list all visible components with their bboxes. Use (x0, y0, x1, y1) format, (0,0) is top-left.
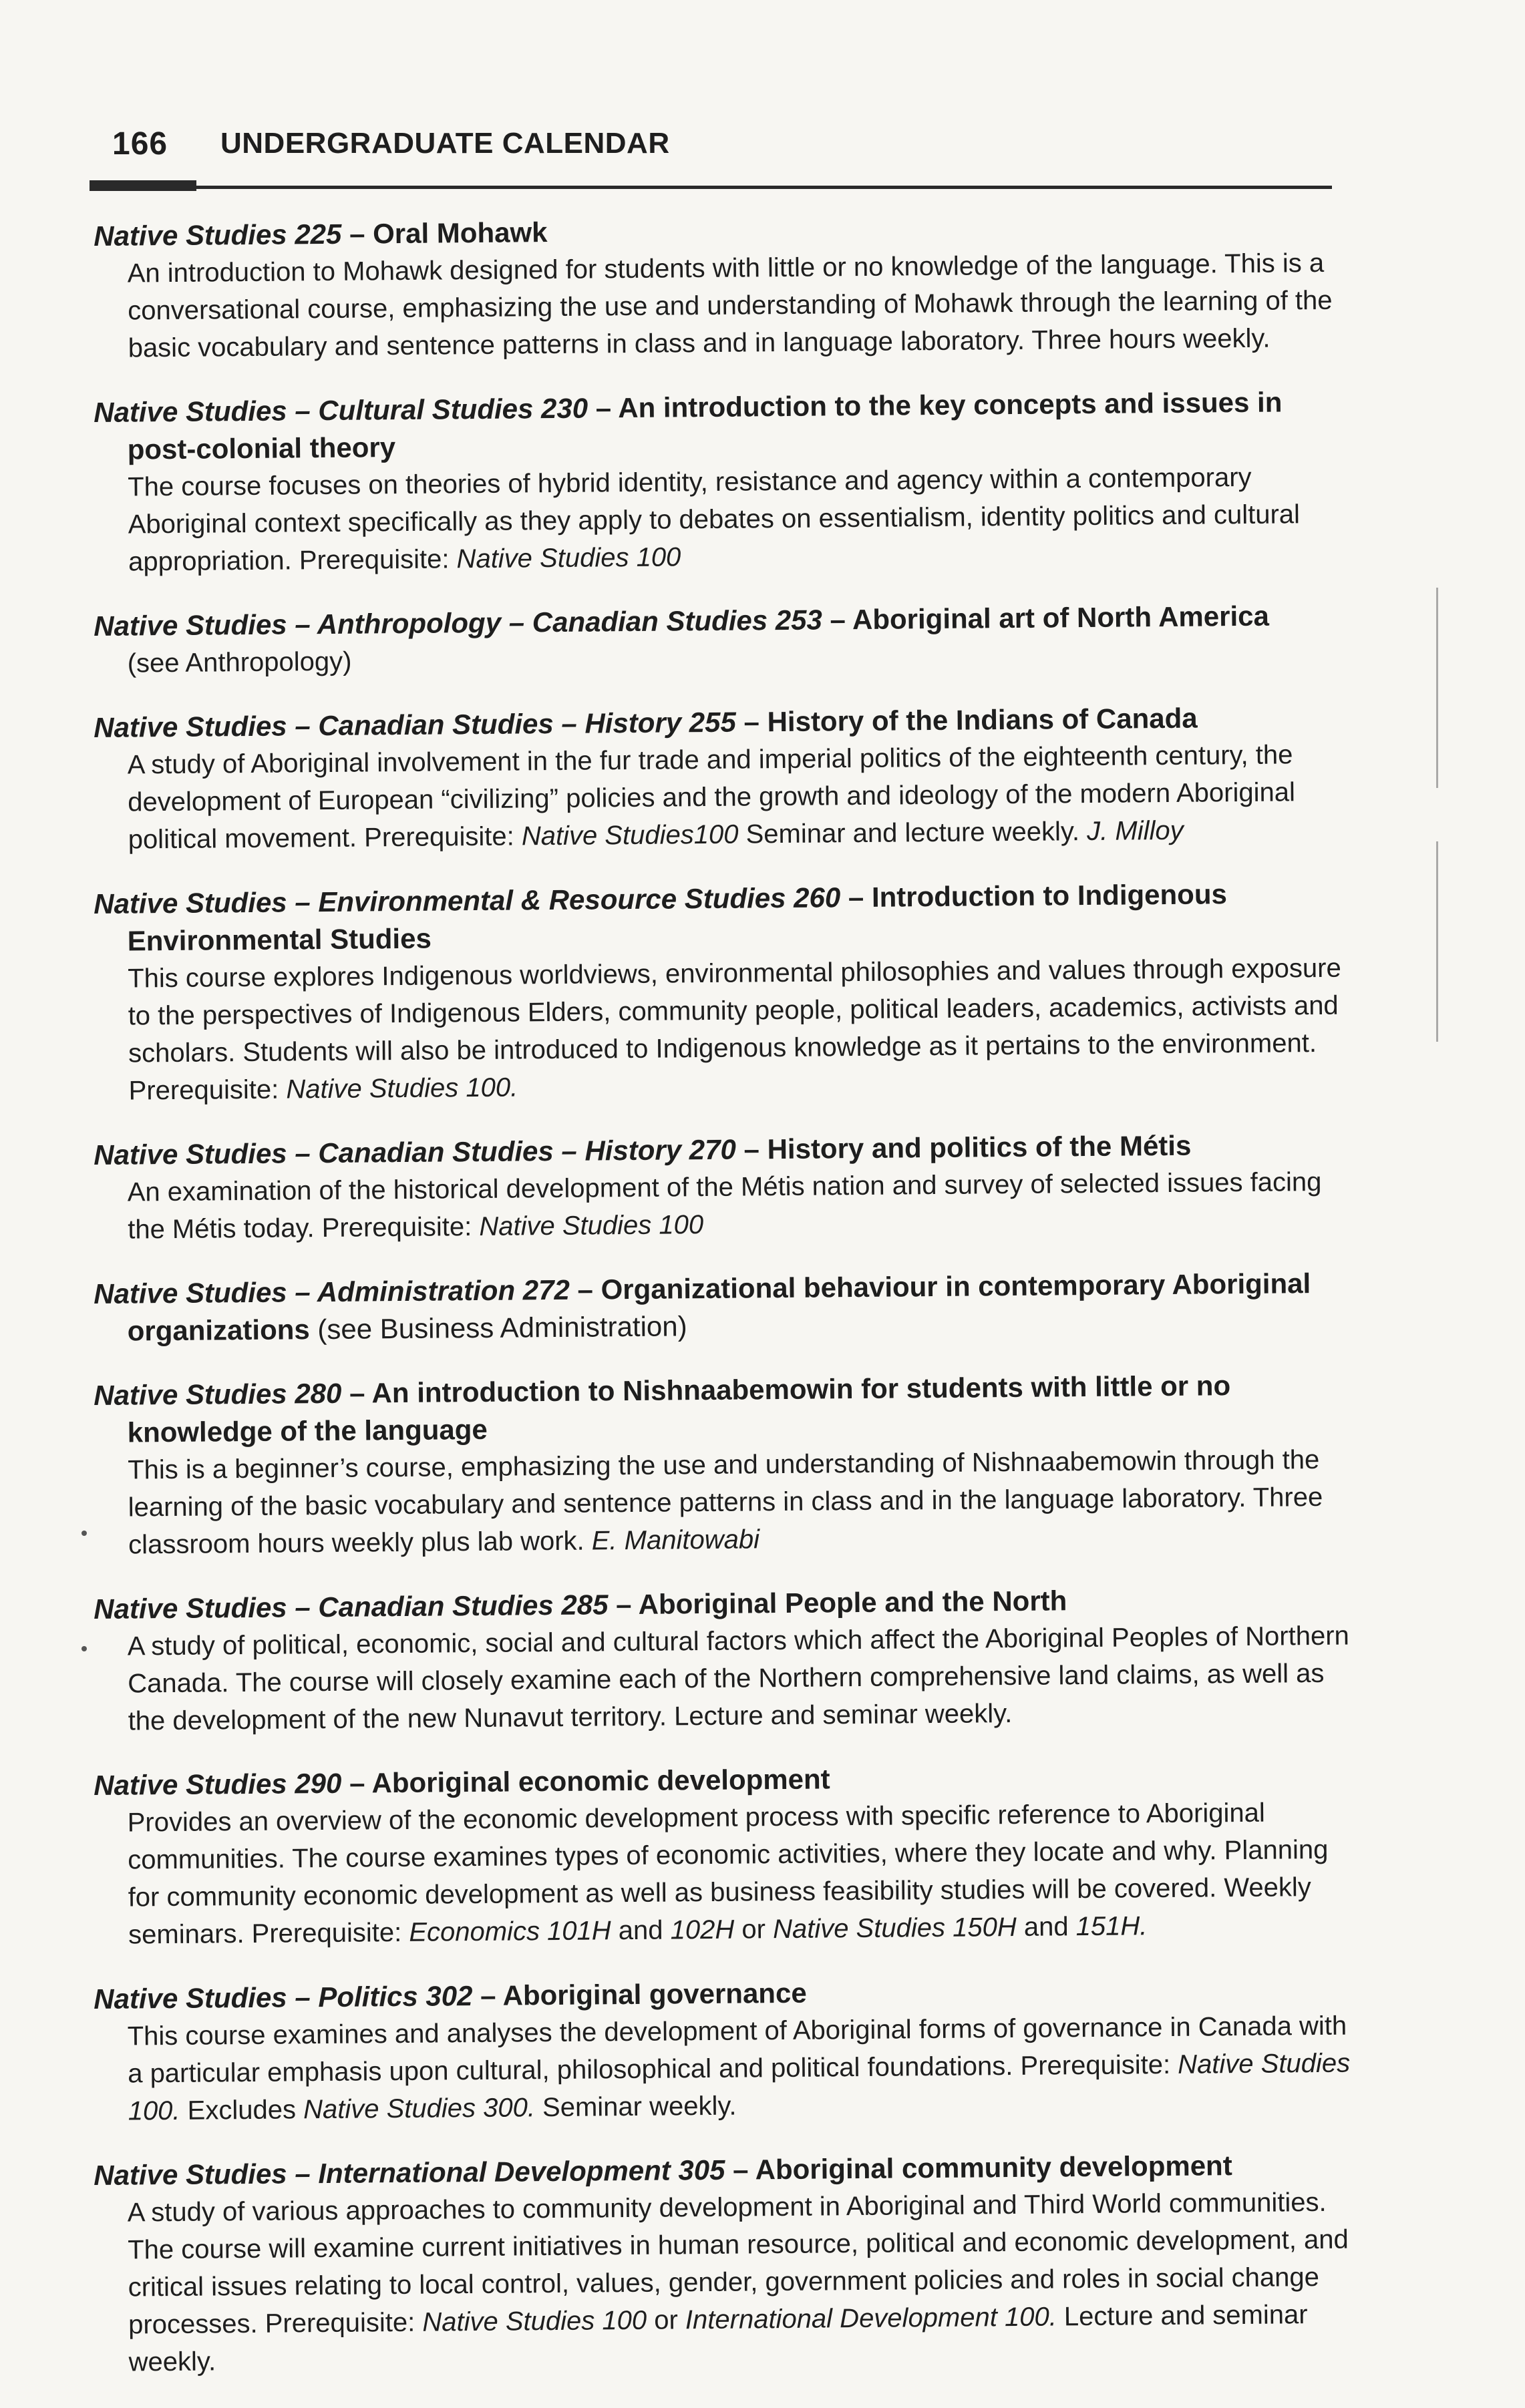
course-text: This is a beginner’s course, emphasizing the use and understanding of Nishnaabemowin through the learning of the basic vocabulary and sentence patterns in class and in the language laboratory. Three classroom hours weekly plus lab work. (128, 1444, 1323, 1560)
course-entry (94, 698, 1351, 859)
course-text: A study of Aboriginal involvement in the fur trade and imperial politics of the eighteenth century, the development of European “civilizing” policies and the growth and ideology of the modern Aboriginal political movement. Prerequisite: (127, 740, 1296, 855)
course-code: Native Studies – Administration 272 (94, 1273, 570, 1310)
course-description (94, 950, 1351, 1110)
course-list (94, 218, 1349, 2408)
course-reference: Native Studies 100. (286, 1072, 518, 1105)
course-reference: Native Studies 100 (456, 542, 681, 574)
course-heading: Native Studies 225 – Oral Mohawk (94, 216, 548, 252)
course-title: Organizational behaviour in contemporary Aboriginal organizations (127, 1267, 1311, 1347)
course-heading: Native Studies – International Development 305 – Aboriginal community development (94, 2150, 1232, 2191)
course-reference: 151H. (1075, 1911, 1148, 1942)
course-code: Native Studies – Cultural Studies 230 (94, 392, 588, 428)
course-entry (94, 1580, 1351, 1740)
course-heading: Native Studies – Administration 272 – Organizational behaviour in contemporary Aboriginal organizations (see Business Administration) (94, 1267, 1311, 1347)
course-see-reference: (see Business Administration) (309, 1310, 687, 1346)
course-code: Native Studies 290 (94, 1767, 342, 1801)
course-text: Excludes (180, 2095, 304, 2126)
course-entry (94, 1366, 1351, 1564)
course-reference: Native Studies 100. (128, 2048, 1351, 2126)
course-title: Aboriginal governance (502, 1977, 807, 2011)
course-heading: Native Studies – Anthropology – Canadian Studies 253 – Aboriginal art of North America (94, 600, 1270, 642)
course-text: and (611, 1915, 671, 1946)
course-code: Native Studies – Politics 302 (94, 1980, 473, 2015)
course-title: An introduction to Nishnaabemowin for students with little or no knowledge of the language (127, 1370, 1231, 1448)
course-description (94, 1163, 1350, 1249)
course-text: Lecture and seminar weekly. (128, 2300, 1308, 2377)
course-heading: Native Studies – Cultural Studies 230 – An introduction to the key concepts and issues in post-colonial theory (94, 386, 1283, 465)
course-code: Native Studies – Environmental & Resource Studies 260 (94, 881, 841, 920)
course-entry (94, 1265, 1350, 1350)
course-text: or (646, 2305, 686, 2335)
page-header (90, 120, 1332, 194)
course-description (94, 1794, 1351, 1954)
course-heading: Native Studies – Environmental & Resource Studies 260 – Introduction to Indigenous Environmental Studies (94, 878, 1228, 957)
course-entry (94, 597, 1350, 682)
course-entry (94, 1756, 1351, 1954)
page-number: 166 (112, 126, 168, 162)
course-code: Native Studies – Anthropology – Canadian Studies 253 (94, 604, 823, 642)
course-description (94, 2184, 1351, 2381)
course-code: Native Studies 225 (94, 218, 342, 252)
course-entry (94, 383, 1351, 581)
course-code: Native Studies – Canadian Studies – History 255 (94, 706, 737, 743)
course-entry (94, 875, 1351, 1110)
course-description (94, 736, 1350, 859)
course-entry (94, 1970, 1351, 2130)
course-heading: Native Studies – Canadian Studies – History 270 – History and politics of the Métis (94, 1129, 1192, 1171)
course-title: History of the Indians of Canada (767, 702, 1198, 738)
course-text: This course explores Indigenous worldviews, environmental philosophies and values through exposure to the perspectives of Indigenous Elders, community people, political leaders, academics, activists and scholars. Students will also be introduced to Indigenous knowledge as it pertains to the environment. Prerequisite: (128, 953, 1341, 1106)
margin-dot (81, 1531, 87, 1536)
course-text: This course examines and analyses the development of Aboriginal forms of governance in Canada with a particular emphasis upon cultural, philosophical and political foundations. Prerequisite: (127, 2011, 1347, 2089)
course-reference: Native Studies100 (521, 819, 739, 851)
header-rule (90, 186, 1332, 189)
course-title: Introduction to Indigenous Environmental Studies (127, 878, 1228, 957)
course-heading: Native Studies – Canadian Studies 285 – Aboriginal People and the North (94, 1585, 1067, 1625)
course-text: (see Anthropology) (127, 646, 352, 678)
course-reference: J. Milloy (1086, 815, 1184, 847)
course-title: Aboriginal art of North America (852, 600, 1270, 636)
course-reference: 102H (670, 1915, 735, 1945)
course-reference: International Development 100. (685, 2302, 1057, 2335)
course-description (94, 244, 1350, 367)
scan-edge-mark (1436, 588, 1438, 788)
course-description (94, 2007, 1350, 2130)
course-title: An introduction to the key concepts and issues in post-colonial theory (127, 386, 1283, 465)
course-reference: Native Studies 100 (479, 1210, 704, 1241)
course-text: and (1016, 1912, 1076, 1942)
course-title: Aboriginal community development (755, 2150, 1232, 2186)
course-description (94, 1617, 1350, 1740)
course-title: History and politics of the Métis (767, 1129, 1192, 1165)
course-text: An examination of the historical development of the Métis nation and survey of selected issues facing the Métis today. Prerequisite: (127, 1167, 1322, 1245)
course-text: An introduction to Mohawk designed for students with little or no knowledge of the language. This is a conversational course, emphasizing the use and understanding of Mohawk through the learning of the basic vocabulary and sentence patterns in class and in language laboratory. Three hours weekly. (127, 248, 1333, 363)
course-code: Native Studies – Canadian Studies – History 270 (94, 1133, 737, 1171)
header-rule-accent (90, 180, 196, 191)
course-text: Provides an overview of the economic development process with specific reference to Aboriginal communities. The course examines types of economic activities, where they locate and why. Planning for community economic development as well as business feasibility studies will be covered. Weekly seminars. Prerequisite: (127, 1798, 1329, 1950)
course-entry (94, 2146, 1351, 2381)
course-code: Native Studies 280 (94, 1377, 342, 1411)
course-text: The course focuses on theories of hybrid identity, resistance and agency within a contemporary Aboriginal context specifically as they apply to debates on essentialism, identity politics and cultural appropriation. Prerequisite: (128, 462, 1301, 577)
running-title: UNDERGRADUATE CALENDAR (220, 127, 670, 160)
course-title: Oral Mohawk (372, 216, 548, 250)
course-description (94, 1441, 1351, 1564)
course-code: Native Studies – Canadian Studies 285 (94, 1589, 609, 1625)
course-reference: Native Studies 100 (422, 2305, 647, 2337)
course-entry (94, 1126, 1350, 1249)
course-text: Seminar and lecture weekly. (738, 817, 1087, 849)
course-text: A study of political, economic, social and cultural factors which affect the Aboriginal Peoples of Northern Canada. The course will closely examine each of the Northern comprehensive land claims, as well as the development of the new Nunavut territory. Lecture and seminar weekly. (127, 1621, 1349, 1736)
course-text: A study of various approaches to community development in Aboriginal and Third World communities. The course will examine current initiatives in human resource, political and economic development, and critical issues relating to local control, values, gender, government policies and roles in social change processes. Prerequisite: (127, 2187, 1349, 2340)
course-reference: Economics 101H (409, 1916, 611, 1947)
course-heading: Native Studies – Canadian Studies – History 255 – History of the Indians of Canada (94, 702, 1198, 743)
course-heading: Native Studies 280 – An introduction to Nishnaabemowin for students with little or no knowledge of the language (94, 1370, 1231, 1448)
course-reference: Native Studies 300. (303, 2093, 536, 2125)
course-text: Seminar weekly. (534, 2091, 737, 2123)
course-code: Native Studies – International Development 305 (94, 2154, 725, 2191)
course-reference: Native Studies 150H (772, 1912, 1017, 1945)
course-reference: E. Manitowabi (591, 1525, 760, 1556)
course-entry (94, 207, 1351, 367)
course-title: Aboriginal People and the North (638, 1585, 1067, 1620)
course-text: or (734, 1915, 774, 1945)
course-heading: Native Studies – Politics 302 – Aboriginal governance (94, 1977, 807, 2015)
course-description (94, 458, 1351, 581)
margin-dot (81, 1646, 87, 1651)
course-heading: Native Studies 290 – Aboriginal economic development (94, 1763, 830, 1801)
scan-edge-mark (1436, 841, 1438, 1042)
course-title: Aboriginal economic development (371, 1763, 830, 1799)
